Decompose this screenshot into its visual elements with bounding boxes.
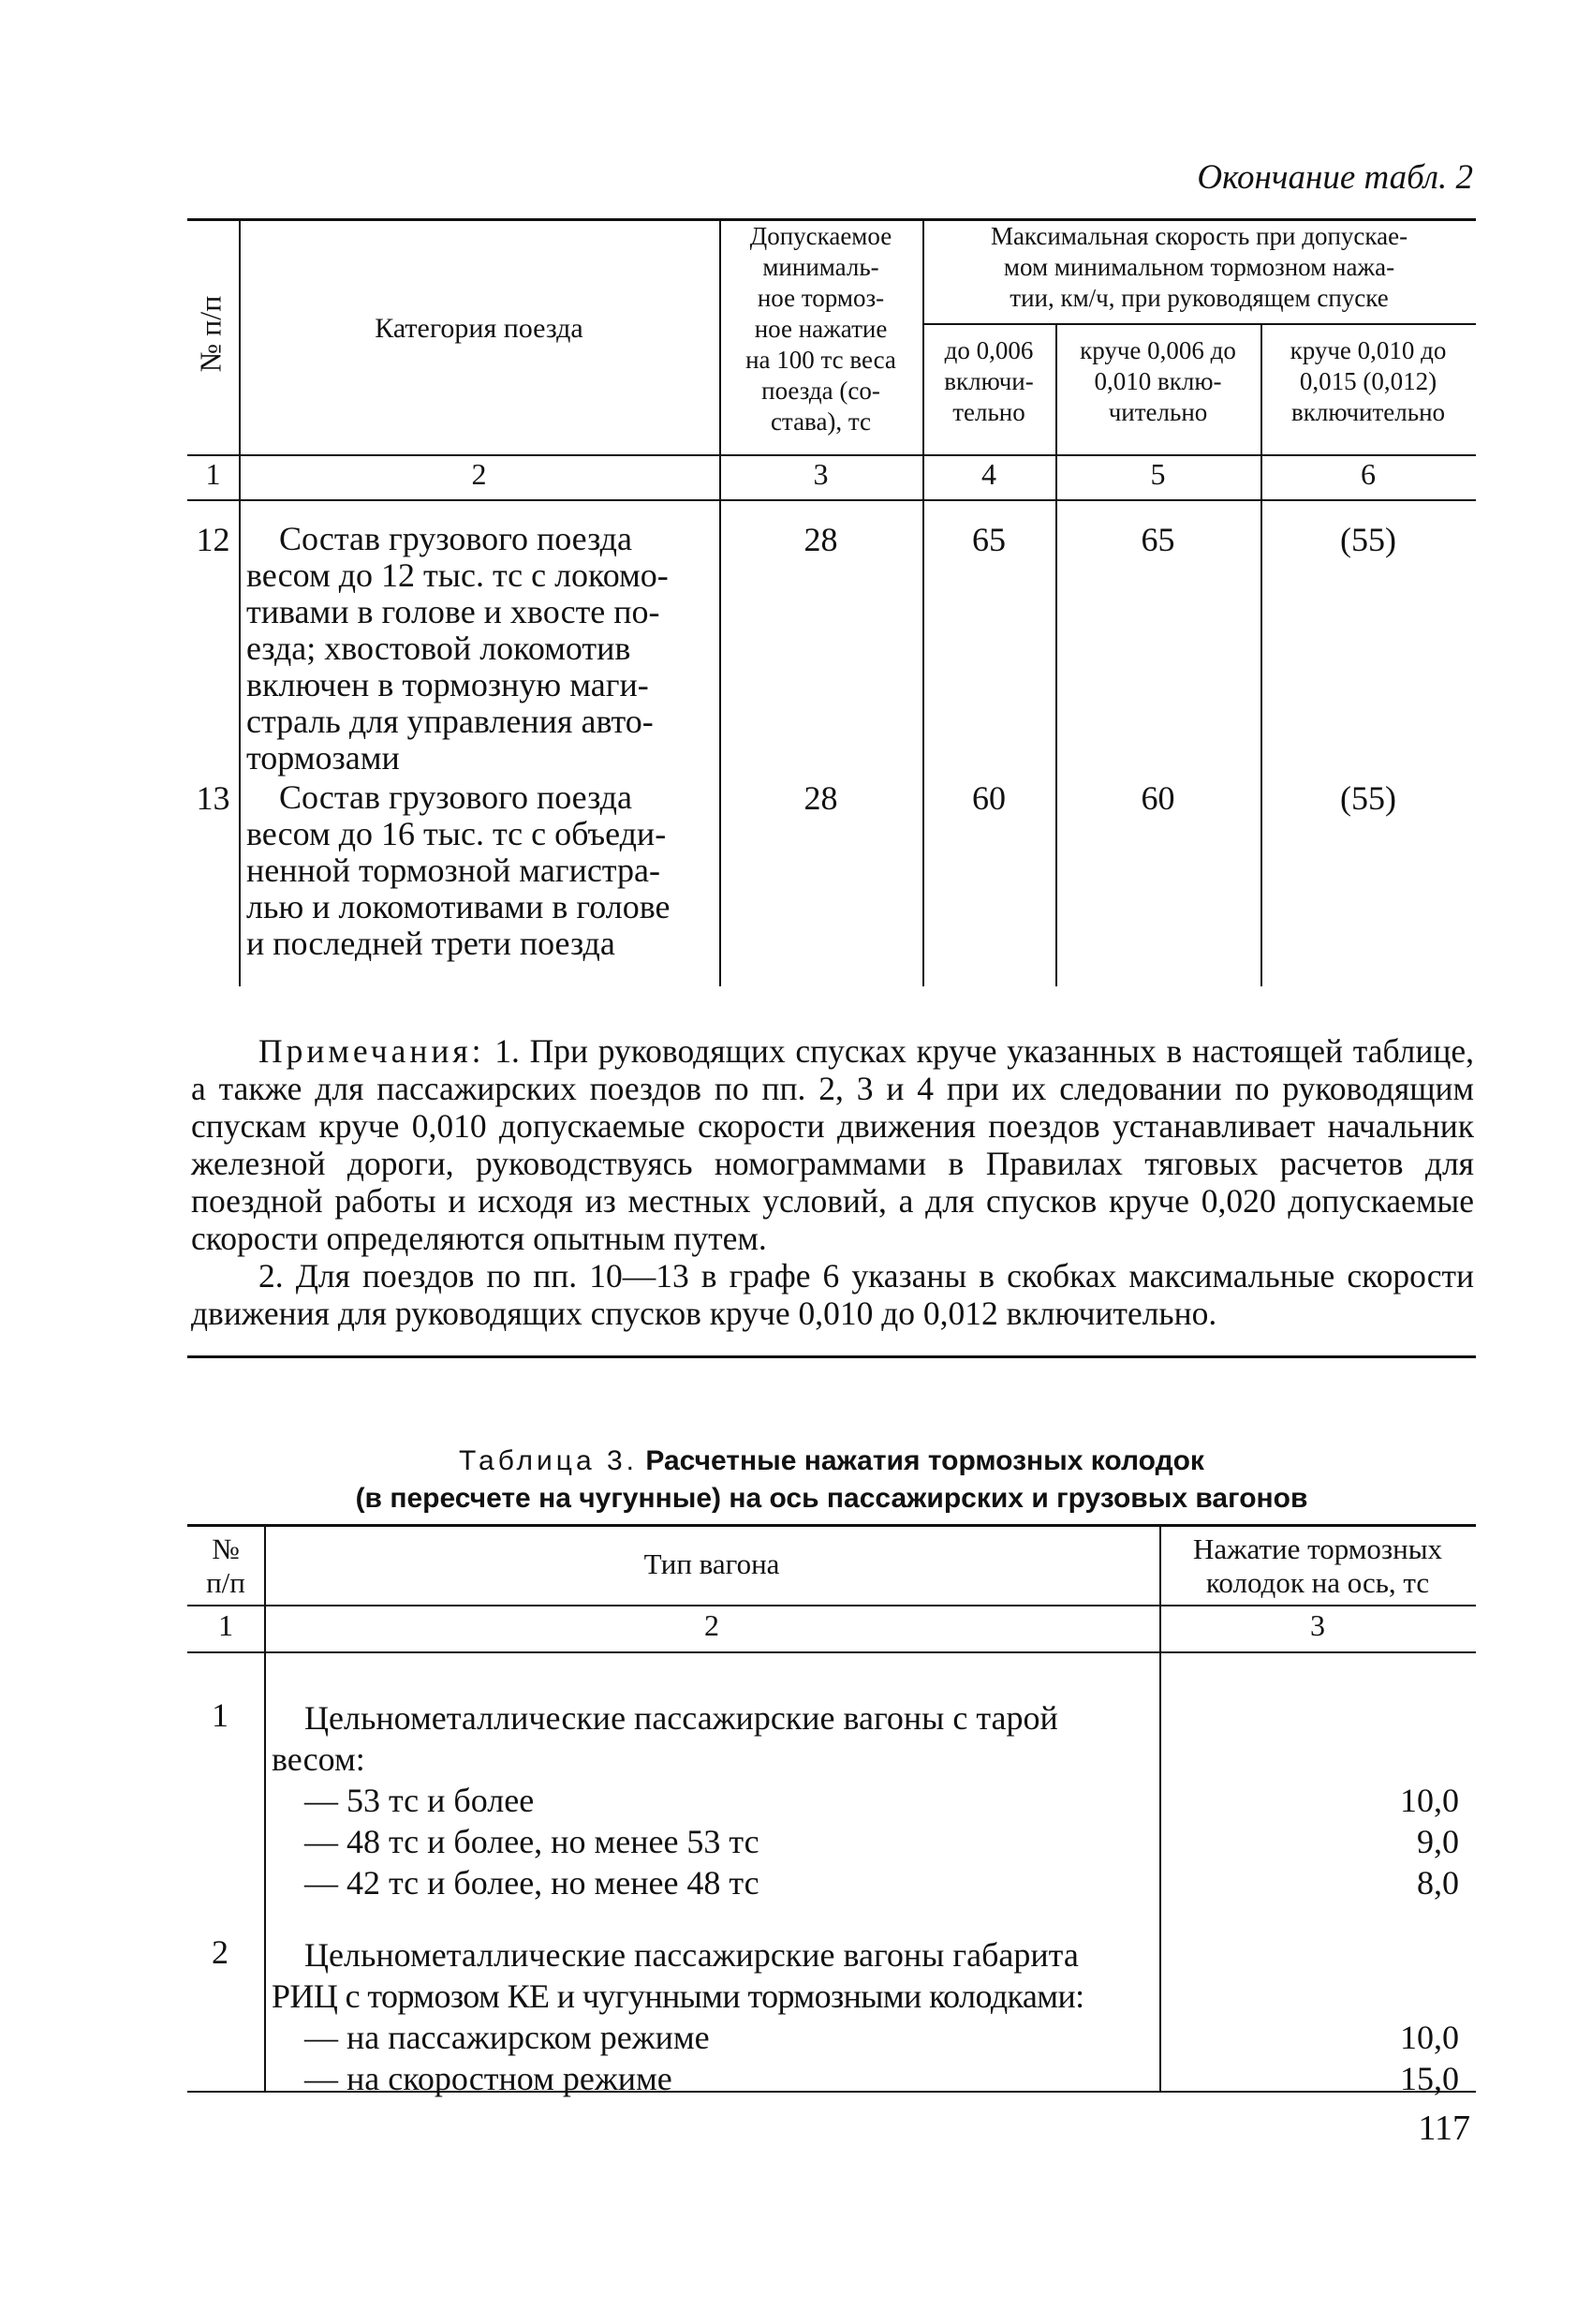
table2-subheader-rule <box>922 323 1476 325</box>
page-number: 117 <box>1418 2109 1470 2148</box>
row-speed-1: 60 <box>972 779 1006 817</box>
table2-header-max-speed: Максимальная скорость при допускае- мом минимальном тормозном нажа- тии, км/ч, при руководящем спуске <box>990 222 1408 312</box>
table3-header-type: Тип вагона <box>643 1547 780 1580</box>
table-continuation-caption: Окончание табл. 2 <box>1197 158 1473 197</box>
list-item: — 48 тс и более, но менее 53 тс <box>304 1823 759 1860</box>
note-2: 2. Для поездов по пп. 10—13 в графе 6 указаны в скобках максимальные скорости движения для руководящих спусков круче 0,010 до 0,012 включительно. <box>191 1257 1474 1332</box>
table2-header-speed-sub2: круче 0,006 до 0,010 вклю- чительно <box>1080 336 1236 426</box>
table3-colnum-2: 2 <box>704 1608 719 1642</box>
table2-colnum-2: 2 <box>471 457 487 491</box>
row-number: 12 <box>196 521 230 558</box>
table2-colnum-1: 1 <box>205 457 221 491</box>
table2-colnum-6: 6 <box>1361 457 1376 491</box>
row-min-pressure: 28 <box>803 521 838 558</box>
notes <box>191 1032 1474 1332</box>
list-item: — 42 тс и более, но менее 48 тс <box>304 1864 759 1902</box>
row-values: 10,0 9,0 8,0 <box>1400 1782 1459 1902</box>
note-1: Примечания: 1. При руководящих спусках круче указанных в настоящей таблице, а также для пассажирских поездов по пп. 2, 3 и 4 при их следовании по руководящим спускам круче 0,010 допускаемые скорости движения поездов устанавливает начальник железной дороги, руководствуясь номограммами в Правилах тяговых расчетов для поездной работы и исходя из местных условий, а для спусков круче 0,020 допускаемые скорости определяются опытным путем. <box>191 1032 1474 1257</box>
row-number: 13 <box>196 779 230 817</box>
table2-colnum-4: 4 <box>981 457 996 491</box>
table2-colnum-3: 3 <box>813 457 829 491</box>
table3-colnum-3: 3 <box>1310 1608 1325 1642</box>
row-min-pressure: 28 <box>803 779 838 817</box>
table3-header-num: № п/п <box>206 1532 245 1599</box>
table2-colnum-rule <box>187 499 1476 501</box>
list-item: — на пассажирском режиме <box>304 2019 710 2056</box>
table2-header-speed-sub1: до 0,006 включи- тельно <box>944 336 1034 426</box>
row-category: Состав грузового поезда весом до 16 тыс. тс с объеди- ненной тормозной магистра- лью и локомотивами в голове и последней трети поезда <box>246 778 671 962</box>
table3-header-pressure: Нажатие тормозных колодок на ось, тс <box>1192 1532 1443 1599</box>
table2-header-speed-sub3: круче 0,010 до 0,015 (0,012) включительно <box>1290 336 1447 426</box>
notes-bottom-rule <box>187 1355 1476 1358</box>
row-description: Цельнометаллические пассажирские вагоны с тарой весом: — 53 тс и более — 48 тс и более, но менее 53 тс — 42 тс и более, но менее 48 тс <box>272 1697 1157 1903</box>
row-speed-1: 65 <box>972 521 1006 558</box>
row-speed-2: 65 <box>1141 521 1175 558</box>
table3-title: Таблица 3. Расчетные нажатия тормозных колодок (в пересчете на чугунные) на ось пассажирских и грузовых вагонов <box>355 1445 1308 1514</box>
table2-header-min-pressure: Допускаемое минималь- ное тормоз- ное нажатие на 100 тс веса поезда (со- става), тс <box>745 222 896 436</box>
notes-label: Примечания: <box>258 1032 485 1070</box>
row-number: 1 <box>212 1696 228 1734</box>
row-values: 10,0 15,0 <box>1400 2019 1459 2097</box>
row-speed-3: (55) <box>1340 779 1396 817</box>
table2-vrule-3 <box>922 218 924 986</box>
row-speed-2: 60 <box>1141 779 1175 817</box>
table3-header-rule <box>187 1605 1476 1606</box>
table2-header-rule <box>187 454 1476 456</box>
row-speed-3: (55) <box>1340 521 1396 558</box>
row-category: Состав грузового поезда весом до 12 тыс. тс с локомо- тивами в голове и хвосте по- езда; хвостовой локомотив включен в тормозную маги- страль для управления авто- тормозами <box>246 520 669 777</box>
table3-colnum-rule <box>187 1651 1476 1653</box>
row-number: 2 <box>212 1933 228 1971</box>
table2-colnum-5: 5 <box>1150 457 1166 491</box>
table3-top-rule <box>187 1524 1476 1527</box>
table3-colnum-1: 1 <box>218 1608 233 1642</box>
list-item: — на скоростном режиме <box>304 2060 672 2097</box>
table3-vrule-1 <box>264 1524 266 2091</box>
row-description: Цельнометаллические пассажирские вагоны габарита РИЦ с тормозом КЕ и чугунными тормозными колодками: — на пассажирском режиме — на скоростном режиме <box>272 1934 1157 2099</box>
table2-header-category: Категория поезда <box>375 313 583 344</box>
list-item: — 53 тс и более <box>304 1782 535 1819</box>
table2-header-num: № п/п <box>193 295 228 373</box>
